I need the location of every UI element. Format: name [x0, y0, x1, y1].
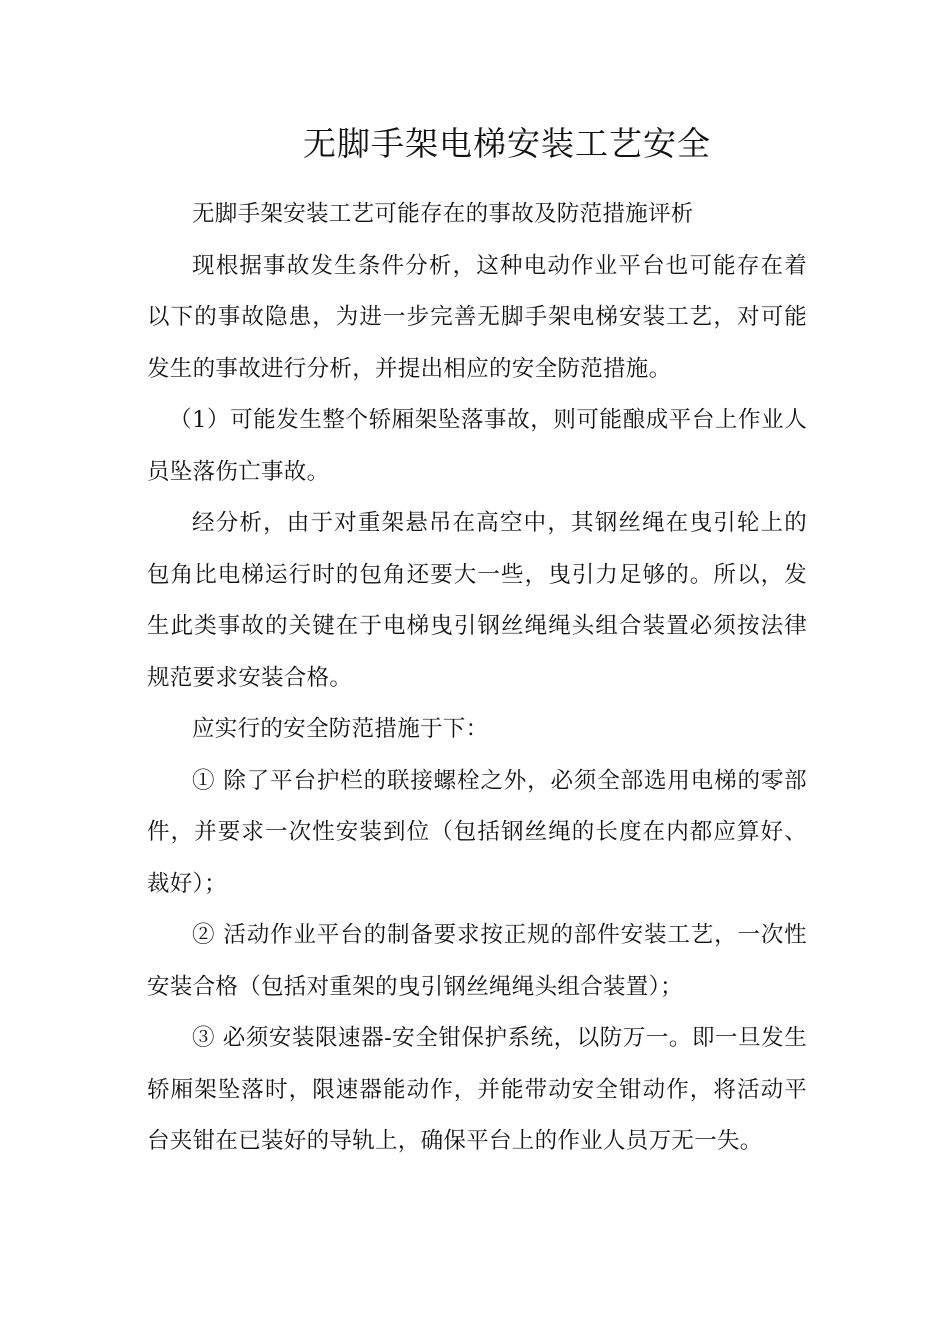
document-title: 无脚手架电梯安装工艺安全 [303, 124, 711, 163]
paragraph-measure-1: ① 除了平台护栏的联接螺栓之外，必须全部选用电梯的零部件，并要求一次性安装到位（包括钢丝绳的长度在内都应算好、裁好）； [147, 767, 807, 897]
paragraph-analysis-intro: 现根据事故发生条件分析，这种电动作业平台也可能存在着以下的事故隐患，为进一步完善无脚手架电梯安装工艺，对可能发生的事故进行分析，并提出相应的安全防范措施。 [147, 252, 807, 382]
paragraph-subtitle: 无脚手架安装工艺可能存在的事故及防范措施评析 [192, 201, 694, 227]
paragraph-measure-3: ③ 必须安装限速器-安全钳保护系统，以防万一。即一旦发生轿厢架坠落时，限速器能动作，并能带动安全钳动作，将活动平台夹钳在已装好的导轨上，确保平台上的作业人员万无一失。 [147, 1025, 807, 1154]
paragraph-analysis: 经分析，由于对重架悬吊在高空中，其钢丝绳在曳引轮上的包角比电梯运行时的包角还要大一些，曳引力足够的。所以，发生此类事故的关键在于电梯曳引钢丝绳绳头组合装置必须按法律规范要求安装合格。 [147, 510, 807, 691]
paragraph-item-1: （1）可能发生整个轿厢架坠落事故，则可能酿成平台上作业人员坠落伤亡事故。 [147, 407, 807, 485]
paragraph-measure-2: ② 活动作业平台的制备要求按正规的部件安装工艺，一次性安装合格（包括对重架的曳引钢丝绳绳头组合装置）； [147, 922, 807, 1000]
paragraph-measures-heading: 应实行的安全防范措施于下： [192, 716, 489, 742]
document-body [147, 189, 807, 1168]
